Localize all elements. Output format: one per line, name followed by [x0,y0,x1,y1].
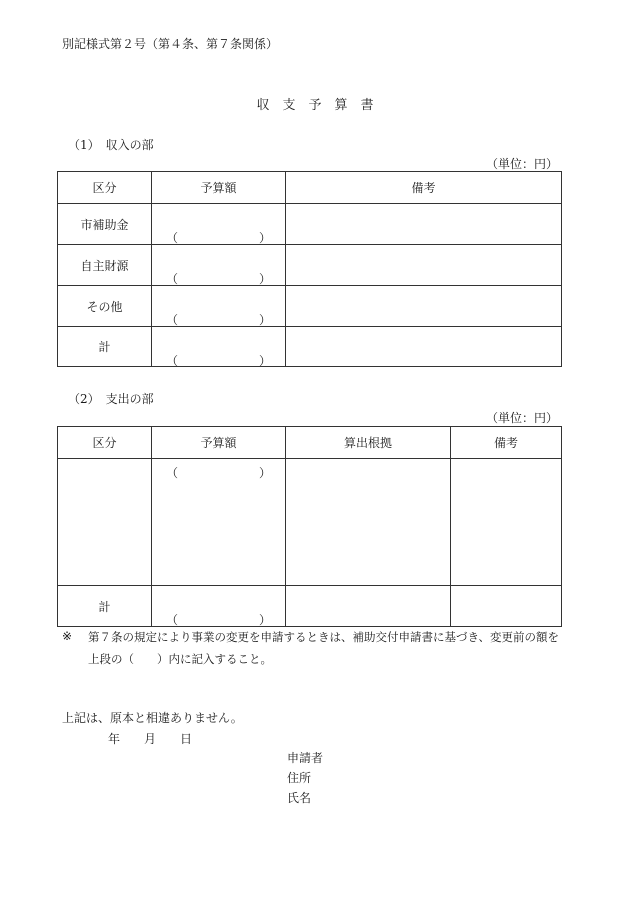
applicant-address: 住所 [287,771,312,785]
income-remarks-cell [286,286,562,327]
paren-open: （ [166,353,179,368]
income-header-amount: 予算額 [152,172,286,204]
paren-open: （ [166,466,179,480]
income-row-label: 市補助金 [58,204,152,245]
expense-amount-cell [152,459,286,586]
applicant-name: 氏名 [287,791,312,805]
paren-open: （ [166,231,179,245]
note-line-2: 上段の（ ）内に記入すること。 [88,652,272,666]
table-row [58,204,562,245]
table-row [58,586,562,627]
income-header-row [58,172,562,204]
expense-unit: （単位：円） [485,411,558,425]
expense-header-amount: 予算額 [152,427,286,459]
paren-close: ） [258,466,271,480]
expense-header-remarks: 備考 [451,427,562,459]
income-amount-cell [152,204,286,245]
paren-open: （ [166,613,179,627]
table-row [58,459,562,586]
income-row-label: 自主財源 [58,245,152,286]
form-id: 別記様式第２号（第４条、第７条関係） [62,37,279,51]
expense-remarks-cell [451,459,562,586]
paren-close: ） [258,353,271,368]
note-mark: ※ [62,629,73,643]
income-header-category: 区分 [58,172,152,204]
income-amount-cell [152,286,286,327]
document-title: 収 支 予 算 書 [256,98,374,113]
income-amount-cell [152,327,286,367]
income-table [57,171,562,367]
paren-open: （ [166,272,179,286]
income-row-label: 計 [58,327,152,367]
date-line: 年 月 日 [108,732,193,746]
applicant-label: 申請者 [287,751,324,765]
expense-row-label: 計 [58,586,152,627]
expense-basis-cell [286,459,451,586]
expense-row-label [58,459,152,586]
paren-close: ） [258,613,271,627]
table-row [58,286,562,327]
income-unit: （単位：円） [485,157,558,171]
expense-header-row [58,427,562,459]
paren-close: ） [258,272,271,286]
paren-open: （ [166,313,179,327]
expense-amount-cell [152,586,286,627]
income-row-label: その他 [58,286,152,327]
income-remarks-cell [286,204,562,245]
expense-header-category: 区分 [58,427,152,459]
income-remarks-cell [286,327,562,367]
income-heading: （1） 収入の部 [68,138,154,152]
expense-header-basis: 算出根拠 [286,427,451,459]
table-row [58,327,562,367]
note-line-1: 第７条の規定により事業の変更を申請するときは、補助交付申請書に基づき、変更前の額を [88,630,560,644]
income-header-remarks: 備考 [286,172,562,204]
income-amount-cell [152,245,286,286]
expense-remarks-cell [451,586,562,627]
table-row [58,245,562,286]
expense-table [57,426,562,627]
income-remarks-cell [286,245,562,286]
paren-close: ） [258,313,271,327]
paren-close: ） [258,231,271,245]
expense-basis-cell [286,586,451,627]
certify-text: 上記は、原本と相違ありません。 [62,711,243,725]
expense-heading: （2） 支出の部 [68,392,154,406]
